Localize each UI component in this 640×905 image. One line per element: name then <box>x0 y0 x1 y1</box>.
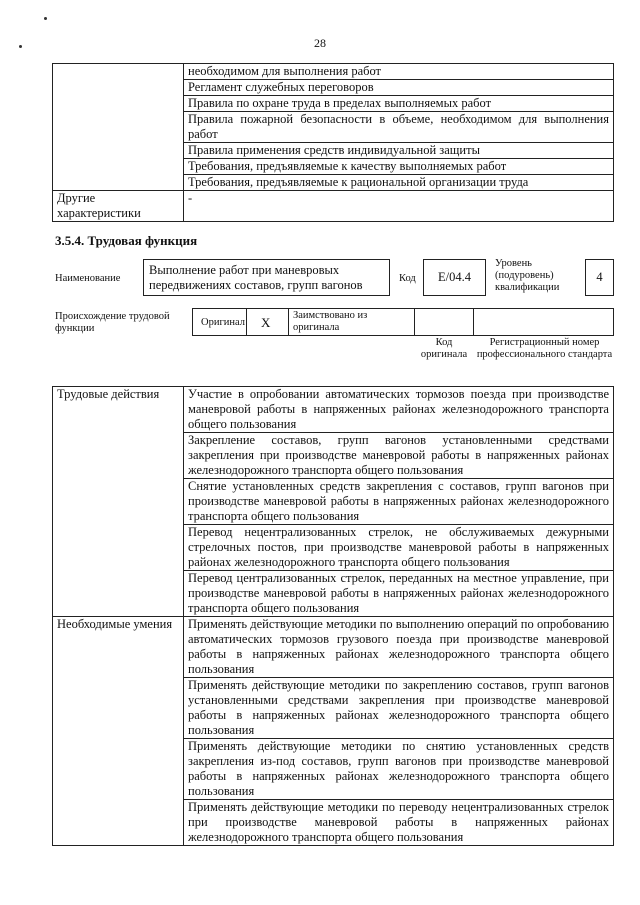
labor-action-item: Перевод нецентрализованных стрелок, не обслуживаемых дежурными стрелочных постов, при производстве маневровой работы в напряженных районах железнодорожного транспорта общего пользования <box>184 525 614 571</box>
requirements-table <box>52 63 614 222</box>
original-code-cell <box>415 309 474 335</box>
original-label: Оригинал <box>201 317 245 328</box>
labor-actions-label: Трудовые действия <box>53 387 184 617</box>
borrowed-label: Заимствовано из оригинала <box>293 310 368 333</box>
other-characteristics-value: - <box>184 191 614 222</box>
requirement-item: Требования, предъявляемые к рациональной организации труда <box>184 175 614 191</box>
requirement-item: Регламент служебных переговоров <box>184 80 614 96</box>
original-mark: X <box>261 315 271 330</box>
labor-action-item: Перевод централизованных стрелок, переданных на местное управление, при производстве маневровой работы в напряженных районах железнодорожного транспорта общего пользования <box>184 571 614 617</box>
skill-item: Применять действующие методики по выполнению операций по опробованию автоматических тормозов грузового поезда при производстве маневровой работы в напряженных районах железнодорожного транспорта общего пользования <box>184 617 614 678</box>
requirement-item: Правила по охране труда в пределах выполняемых работ <box>184 96 614 112</box>
required-skills-label: Необходимые умения <box>53 617 184 846</box>
skill-item: Применять действующие методики по закреплению составов, групп вагонов установленными средствами закрепления при производстве маневровой работы в напряженных районах железнодорожного транспорта общего пользования <box>184 678 614 739</box>
function-code-box: E/04.4 <box>423 259 486 296</box>
original-mark-cell <box>247 309 289 335</box>
requirements-label-cell <box>53 64 184 191</box>
labor-action-item: Закрепление составов, групп вагонов установленными средствами закрепления при производстве маневровой работы в напряженных районах железнодорожного транспорта общего пользования <box>184 433 614 479</box>
borrowed-cell <box>289 309 415 335</box>
section-title: 3.5.4. Трудовая функция <box>55 233 198 248</box>
scan-speck <box>44 17 47 20</box>
reg-number-cell <box>474 309 613 335</box>
level-label: Уровень (подуровень) квалификации <box>495 258 560 293</box>
origin-row <box>192 308 614 336</box>
page-number: 28 <box>314 36 326 50</box>
other-characteristics-label: Другие характеристики <box>53 191 184 222</box>
labor-action-item: Снятие установленных средств закрепления с составов, групп вагонов при производстве маневровой работы в напряженных районах железнодорожного транспорта общего пользования <box>184 479 614 525</box>
requirement-item: Правила пожарной безопасности в объеме, необходимом для выполнения работ <box>184 112 614 143</box>
skill-item: Применять действующие методики по снятию установленных средств закрепления из-под составов, групп вагонов при производстве маневровой работы в напряженных районах железнодорожного транспорта общего пользования <box>184 739 614 800</box>
reg-number-caption: Регистрационный номер профессионального стандарта <box>476 337 613 360</box>
original-code-caption: Код оригинала <box>420 337 468 360</box>
requirement-item: Требования, предъявляемые к качеству выполняемых работ <box>184 159 614 175</box>
origin-label: Происхождение трудовой функции <box>55 311 170 334</box>
original-cell <box>193 309 247 335</box>
function-details-table <box>52 386 614 846</box>
requirement-item: необходимом для выполнения работ <box>184 64 614 80</box>
labor-action-item: Участие в опробовании автоматических тормозов поезда при производстве маневровой работы в напряженных районах железнодорожного транспорта общего пользования <box>184 387 614 433</box>
skill-item: Применять действующие методики по переводу нецентрализованных стрелок при производстве маневровой работы в напряженных районах железнодорожного транспорта общего пользования <box>184 800 614 846</box>
name-label: Наименование <box>55 273 121 284</box>
function-name-box: Выполнение работ при маневровых передвижениях составов, групп вагонов <box>143 259 390 296</box>
qualification-level-box: 4 <box>585 259 614 296</box>
requirement-item: Правила применения средств индивидуальной защиты <box>184 143 614 159</box>
code-label: Код <box>399 273 416 284</box>
